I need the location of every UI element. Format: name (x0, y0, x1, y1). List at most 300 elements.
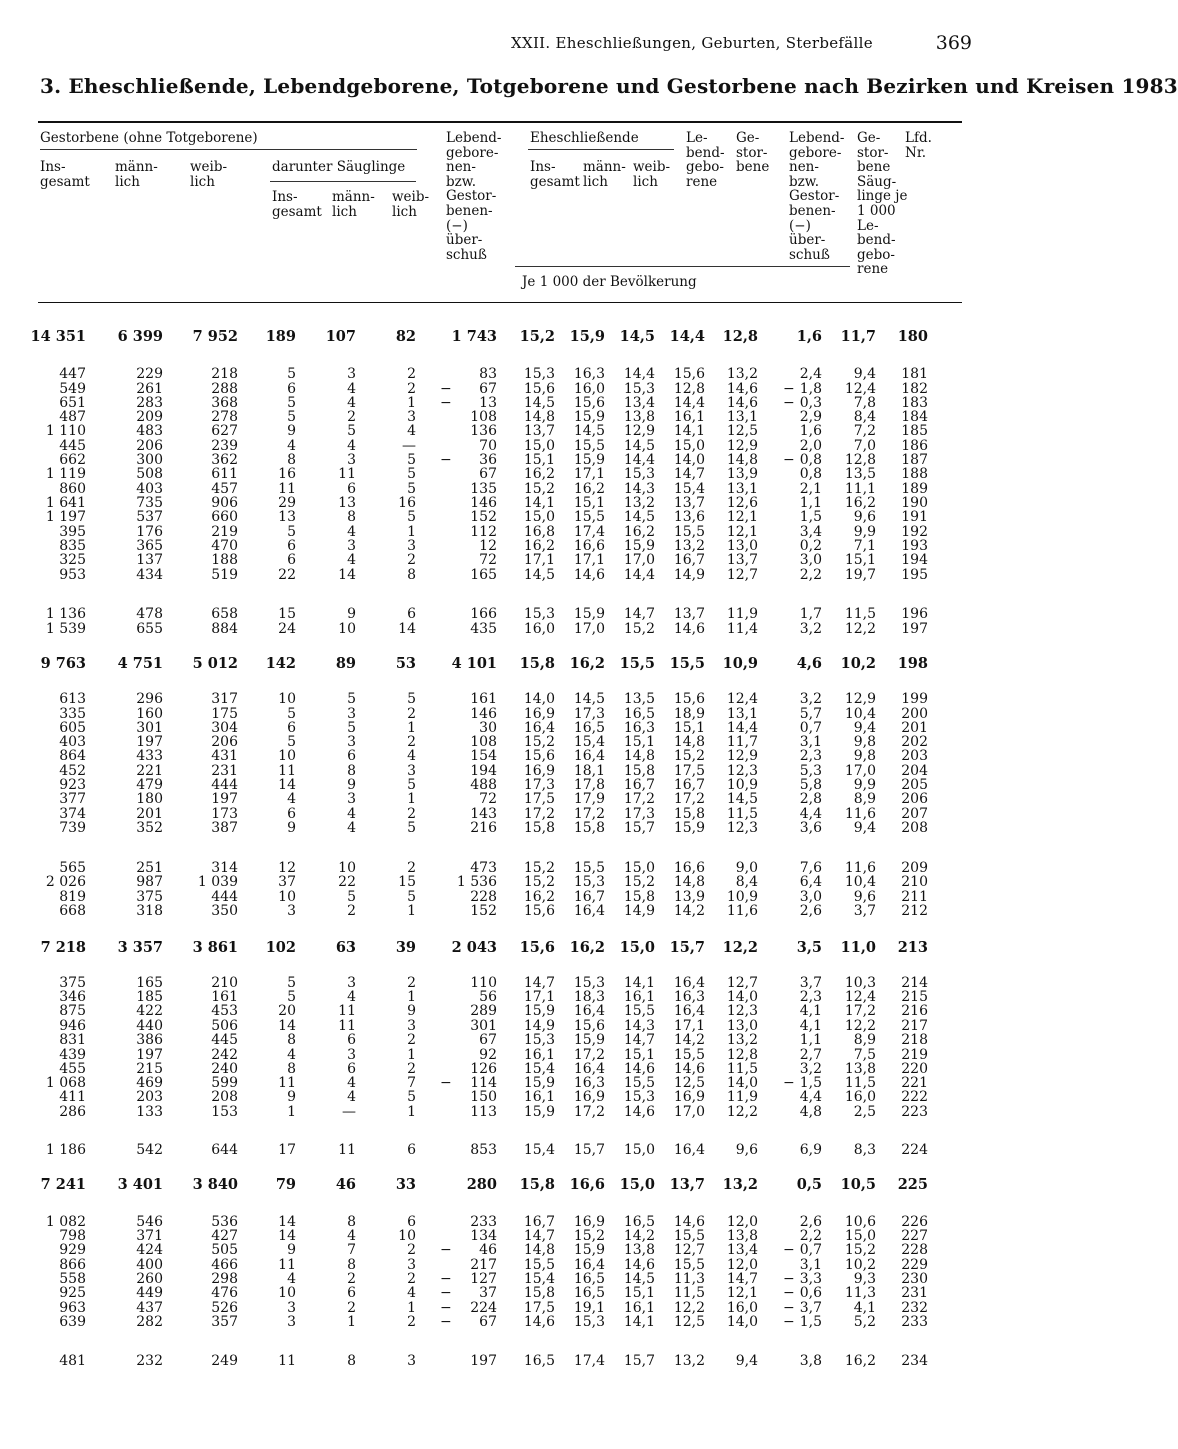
table-row (0, 1090, 1024, 1105)
cell-maennlich: 197 (136, 1047, 163, 1063)
cell-weiblich: 278 (211, 409, 238, 425)
cell-saeugl-maennlich: 4 (347, 524, 356, 540)
cell-maennlich: 251 (136, 860, 163, 876)
cell-sign-rate: − (783, 381, 795, 397)
cell-weiblich: 599 (211, 1075, 238, 1091)
cell-maennlich: 301 (136, 720, 163, 736)
cell-gestorbene-rate: 12,5 (726, 423, 758, 439)
cell-saeugl-maennlich: 2 (347, 409, 356, 425)
cell-ueberschuss-rate: 0,8 (799, 452, 822, 468)
cell-ehe-maennlich: 16,9 (573, 1214, 605, 1230)
cell-ueberschuss-rate: 3,6 (799, 820, 822, 836)
cell-gestorbene-rate: 10,9 (726, 889, 758, 905)
cell-gestorbene-rate: 13,2 (726, 1032, 758, 1048)
cell-saeugl-weiblich: 5 (407, 889, 416, 905)
cell-ehe-maennlich: 16,5 (573, 1271, 605, 1287)
cell-lfd-nr: 194 (901, 552, 928, 568)
cell-lfd-nr: 233 (901, 1314, 928, 1330)
cell-ueberschuss: 12 (479, 538, 497, 554)
cell-gestorbene-rate: 13,1 (726, 409, 758, 425)
chapter-title: XXII. Eheschließungen, Geburten, Sterbefälle (511, 34, 873, 52)
cell-ueberschuss: 165 (470, 567, 497, 583)
cell-lebendgeborene-rate: 13,7 (673, 495, 705, 511)
cell-lfd-nr: 210 (901, 874, 928, 890)
cell-gestorbene-rate: 13,4 (726, 1242, 758, 1258)
cell-saeuglinge-rate: 17,0 (844, 763, 876, 779)
cell-ehe-weiblich: 16,5 (623, 706, 655, 722)
cell-weiblich: 368 (211, 395, 238, 411)
cell-ueberschuss: 853 (470, 1142, 497, 1158)
cell-saeuglinge-rate: 8,9 (853, 1032, 876, 1048)
cell-saeugl-insgesamt: 29 (278, 495, 296, 511)
cell-saeugl-weiblich: 1 (407, 395, 416, 411)
cell-ehe-maennlich: 15,2 (573, 1228, 605, 1244)
cell-ehe-maennlich: 17,0 (573, 621, 605, 637)
cell-weiblich: 208 (211, 1089, 238, 1105)
cell-insgesamt: 1 539 (45, 621, 86, 637)
cell-lebendgeborene-rate: 16,7 (673, 777, 705, 793)
cell-ehe-weiblich: 15,0 (623, 1142, 655, 1158)
table-row (0, 329, 1024, 344)
cell-weiblich: 242 (211, 1047, 238, 1063)
cell-saeugl-insgesamt: 14 (278, 1018, 296, 1034)
cell-maennlich: 296 (136, 691, 163, 707)
cell-ueberschuss-rate: 3,7 (799, 1300, 822, 1316)
table-row (0, 904, 1024, 919)
cell-ueberschuss: 67 (479, 1314, 497, 1330)
cell-insgesamt: 487 (59, 409, 86, 425)
cell-insgesamt: 7 218 (40, 939, 86, 956)
cell-ehe-maennlich: 15,5 (573, 860, 605, 876)
cell-ehe-insgesamt: 15,2 (523, 860, 555, 876)
cell-ehe-insgesamt: 16,5 (523, 1353, 555, 1369)
cell-ueberschuss: 56 (479, 989, 497, 1005)
cell-saeugl-weiblich: 14 (398, 621, 416, 637)
cell-weiblich: 505 (211, 1242, 238, 1258)
cell-saeugl-insgesamt: 20 (278, 1003, 296, 1019)
cell-maennlich: 542 (136, 1142, 163, 1158)
cell-saeugl-weiblich: 3 (407, 1257, 416, 1273)
cell-ehe-weiblich: 14,1 (623, 975, 655, 991)
cell-lfd-nr: 232 (901, 1300, 928, 1316)
cell-saeugl-maennlich: 8 (347, 763, 356, 779)
cell-maennlich: 283 (136, 395, 163, 411)
cell-insgesamt: 335 (59, 706, 86, 722)
cell-ehe-insgesamt: 14,7 (523, 975, 555, 991)
cell-sign: − (440, 1300, 452, 1316)
table-row (0, 553, 1024, 568)
cell-gestorbene-rate: 12,3 (726, 820, 758, 836)
cell-ueberschuss: 166 (470, 606, 497, 622)
header-insgesamt: Ins- gesamt (40, 159, 90, 190)
cell-ehe-insgesamt: 13,7 (523, 423, 555, 439)
cell-saeuglinge-rate: 10,5 (840, 1176, 876, 1193)
cell-sign: − (440, 1271, 452, 1287)
cell-ehe-weiblich: 15,1 (623, 1047, 655, 1063)
cell-lfd-nr: 192 (901, 524, 928, 540)
cell-ueberschuss: 37 (479, 1285, 497, 1301)
cell-saeuglinge-rate: 12,4 (844, 381, 876, 397)
cell-insgesamt: 798 (59, 1228, 86, 1244)
cell-ehe-maennlich: 17,1 (573, 466, 605, 482)
cell-saeuglinge-rate: 9,8 (853, 748, 876, 764)
cell-gestorbene-rate: 12,6 (726, 495, 758, 511)
table-row (0, 692, 1024, 707)
cell-weiblich: 457 (211, 481, 238, 497)
cell-insgesamt: 452 (59, 763, 86, 779)
cell-weiblich: 453 (211, 1003, 238, 1019)
cell-gestorbene-rate: 13,8 (726, 1228, 758, 1244)
cell-ueberschuss-rate: 5,8 (799, 777, 822, 793)
cell-ehe-weiblich: 15,9 (623, 538, 655, 554)
cell-saeugl-weiblich: 5 (407, 1089, 416, 1105)
cell-ehe-insgesamt: 14,0 (523, 691, 555, 707)
table-row (0, 1354, 1024, 1369)
cell-gestorbene-rate: 14,4 (726, 720, 758, 736)
cell-insgesamt: 819 (59, 889, 86, 905)
cell-ueberschuss-rate: 4,4 (799, 1089, 822, 1105)
cell-gestorbene-rate: 13,0 (726, 1018, 758, 1034)
cell-saeuglinge-rate: 11,5 (844, 1075, 876, 1091)
cell-saeugl-insgesamt: 14 (278, 1214, 296, 1230)
cell-saeugl-insgesamt: 4 (287, 438, 296, 454)
cell-weiblich: 644 (211, 1142, 238, 1158)
cell-lfd-nr: 228 (901, 1242, 928, 1258)
header-ehe-insgesamt: Ins- gesamt (530, 159, 580, 190)
cell-gestorbene-rate: 12,4 (726, 691, 758, 707)
cell-saeugl-insgesamt: 4 (287, 791, 296, 807)
cell-saeugl-weiblich: 7 (407, 1075, 416, 1091)
cell-saeuglinge-rate: 11,6 (844, 806, 876, 822)
cell-insgesamt: 639 (59, 1314, 86, 1330)
cell-ehe-weiblich: 14,4 (623, 452, 655, 468)
cell-saeugl-insgesamt: 5 (287, 989, 296, 1005)
cell-ehe-insgesamt: 15,4 (523, 1271, 555, 1287)
cell-lfd-nr: 213 (897, 939, 928, 956)
cell-saeugl-insgesamt: 9 (287, 423, 296, 439)
cell-ehe-maennlich: 16,2 (569, 939, 605, 956)
cell-ueberschuss: 126 (470, 1061, 497, 1077)
cell-lfd-nr: 208 (901, 820, 928, 836)
cell-gestorbene-rate: 9,0 (735, 860, 758, 876)
cell-saeugl-maennlich: 10 (338, 860, 356, 876)
cell-lfd-nr: 222 (901, 1089, 928, 1105)
cell-sign: − (440, 1242, 452, 1258)
cell-maennlich: 300 (136, 452, 163, 468)
cell-maennlich: 209 (136, 409, 163, 425)
cell-saeugl-insgesamt: 3 (287, 1314, 296, 1330)
cell-gestorbene-rate: 9,6 (735, 1142, 758, 1158)
cell-saeuglinge-rate: 13,5 (844, 466, 876, 482)
cell-ueberschuss: 67 (479, 381, 497, 397)
cell-ehe-weiblich: 16,2 (623, 524, 655, 540)
cell-saeugl-weiblich: 5 (407, 691, 416, 707)
cell-lfd-nr: 226 (901, 1214, 928, 1230)
cell-lfd-nr: 199 (901, 691, 928, 707)
cell-lebendgeborene-rate: 13,6 (673, 509, 705, 525)
cell-ueberschuss: 228 (470, 889, 497, 905)
cell-lebendgeborene-rate: 16,4 (673, 1003, 705, 1019)
cell-lebendgeborene-rate: 14,6 (673, 621, 705, 637)
cell-maennlich: 375 (136, 889, 163, 905)
cell-gestorbene-rate: 11,9 (726, 606, 758, 622)
cell-lebendgeborene-rate: 15,5 (673, 524, 705, 540)
cell-gestorbene-rate: 12,7 (726, 975, 758, 991)
table-row (0, 1315, 1024, 1330)
cell-gestorbene-rate: 11,7 (726, 734, 758, 750)
cell-sign-rate: − (783, 1271, 795, 1287)
cell-ueberschuss: 2 043 (451, 939, 497, 956)
cell-ehe-maennlich: 17,8 (573, 777, 605, 793)
cell-saeugl-insgesamt: 5 (287, 524, 296, 540)
cell-ehe-insgesamt: 17,5 (523, 791, 555, 807)
cell-ehe-insgesamt: 17,1 (523, 552, 555, 568)
cell-saeugl-weiblich: 1 (407, 1104, 416, 1120)
cell-insgesamt: 923 (59, 777, 86, 793)
cell-lebendgeborene-rate: 16,7 (673, 552, 705, 568)
cell-ehe-maennlich: 16,4 (573, 1061, 605, 1077)
cell-maennlich: 352 (136, 820, 163, 836)
cell-ehe-insgesamt: 15,3 (523, 366, 555, 382)
cell-weiblich: 206 (211, 734, 238, 750)
cell-weiblich: 161 (211, 989, 238, 1005)
cell-saeugl-maennlich: 8 (347, 1353, 356, 1369)
cell-lfd-nr: 188 (901, 466, 928, 482)
cell-sign: − (440, 452, 452, 468)
cell-weiblich: 445 (211, 1032, 238, 1048)
cell-saeugl-insgesamt: 8 (287, 452, 296, 468)
cell-ehe-insgesamt: 15,6 (523, 381, 555, 397)
cell-ehe-maennlich: 15,9 (573, 409, 605, 425)
cell-saeuglinge-rate: 10,2 (844, 1257, 876, 1273)
cell-saeugl-maennlich: 46 (335, 1176, 356, 1193)
cell-ueberschuss: 46 (479, 1242, 497, 1258)
cell-saeugl-weiblich: 9 (407, 1003, 416, 1019)
table-row (0, 656, 1024, 671)
cell-ehe-maennlich: 17,4 (573, 1353, 605, 1369)
cell-saeugl-maennlich: 6 (347, 1032, 356, 1048)
cell-saeuglinge-rate: 10,3 (844, 975, 876, 991)
cell-ehe-maennlich: 16,5 (573, 720, 605, 736)
table-row (0, 1286, 1024, 1301)
cell-ehe-maennlich: 16,3 (573, 366, 605, 382)
cell-lfd-nr: 181 (901, 366, 928, 382)
cell-saeuglinge-rate: 15,0 (844, 1228, 876, 1244)
cell-saeugl-weiblich: 3 (407, 1018, 416, 1034)
cell-sign-rate: − (783, 452, 795, 468)
cell-insgesamt: 558 (59, 1271, 86, 1287)
cell-saeugl-maennlich: 4 (347, 552, 356, 568)
cell-saeugl-insgesamt: 102 (265, 939, 296, 956)
cell-lfd-nr: 182 (901, 381, 928, 397)
cell-ehe-weiblich: 15,0 (623, 860, 655, 876)
cell-ehe-maennlich: 15,6 (573, 395, 605, 411)
table-row (0, 1243, 1024, 1258)
cell-ehe-weiblich: 14,1 (623, 1314, 655, 1330)
cell-saeugl-weiblich: 33 (395, 1176, 416, 1193)
header-s-weiblich: weib- lich (392, 189, 430, 220)
cell-saeugl-maennlich: 3 (347, 791, 356, 807)
cell-saeuglinge-rate: 12,8 (844, 452, 876, 468)
cell-weiblich: 219 (211, 524, 238, 540)
cell-ehe-insgesamt: 16,8 (523, 524, 555, 540)
cell-ueberschuss-rate: 2,1 (799, 481, 822, 497)
cell-ehe-maennlich: 15,8 (573, 820, 605, 836)
cell-ueberschuss-rate: 6,4 (799, 874, 822, 890)
cell-saeugl-weiblich: 1 (407, 1047, 416, 1063)
cell-insgesamt: 445 (59, 438, 86, 454)
cell-ueberschuss-rate: 0,8 (799, 466, 822, 482)
cell-ueberschuss-rate: 3,2 (799, 621, 822, 637)
cell-sign-rate: − (783, 1285, 795, 1301)
cell-ehe-weiblich: 16,1 (623, 1300, 655, 1316)
cell-lebendgeborene-rate: 16,9 (673, 1089, 705, 1105)
cell-ehe-insgesamt: 15,8 (519, 655, 555, 672)
cell-weiblich: 249 (211, 1353, 238, 1369)
cell-insgesamt: 1 136 (45, 606, 86, 622)
cell-saeugl-maennlich: 11 (338, 466, 356, 482)
cell-ehe-weiblich: 14,6 (623, 1104, 655, 1120)
cell-ehe-weiblich: 14,7 (623, 606, 655, 622)
cell-ehe-insgesamt: 14,9 (523, 1018, 555, 1034)
cell-ehe-maennlich: 16,5 (573, 1285, 605, 1301)
cell-weiblich: 906 (211, 495, 238, 511)
cell-ehe-insgesamt: 14,6 (523, 1314, 555, 1330)
cell-lfd-nr: 201 (901, 720, 928, 736)
cell-gestorbene-rate: 9,4 (735, 1353, 758, 1369)
cell-ehe-weiblich: 15,7 (623, 820, 655, 836)
cell-saeuglinge-rate: 9,9 (853, 777, 876, 793)
cell-ehe-insgesamt: 17,5 (523, 1300, 555, 1316)
cell-saeugl-insgesamt: 5 (287, 395, 296, 411)
cell-saeugl-maennlich: 2 (347, 903, 356, 919)
cell-ehe-weiblich: 16,1 (623, 989, 655, 1005)
cell-saeugl-weiblich: 1 (407, 791, 416, 807)
table-row (0, 821, 1024, 836)
cell-ueberschuss: 92 (479, 1047, 497, 1063)
cell-saeugl-maennlich: 4 (347, 1089, 356, 1105)
cell-saeugl-weiblich: 5 (407, 466, 416, 482)
cell-ueberschuss: 83 (479, 366, 497, 382)
cell-maennlich: 437 (136, 1300, 163, 1316)
cell-lebendgeborene-rate: 17,0 (673, 1104, 705, 1120)
cell-ehe-insgesamt: 16,1 (523, 1047, 555, 1063)
cell-ueberschuss: 143 (470, 806, 497, 822)
cell-insgesamt: 831 (59, 1032, 86, 1048)
cell-sign-rate: − (783, 1075, 795, 1091)
cell-maennlich: 483 (136, 423, 163, 439)
cell-gestorbene-rate: 14,0 (726, 1075, 758, 1091)
cell-sign: − (440, 381, 452, 397)
cell-lebendgeborene-rate: 15,0 (673, 438, 705, 454)
header-s-insgesamt: Ins- gesamt (272, 189, 322, 220)
cell-ehe-insgesamt: 16,2 (523, 889, 555, 905)
cell-lebendgeborene-rate: 14,4 (673, 395, 705, 411)
cell-saeugl-insgesamt: 6 (287, 552, 296, 568)
cell-saeugl-insgesamt: 6 (287, 381, 296, 397)
ehe-group-line (528, 149, 674, 150)
cell-ehe-weiblich: 14,5 (623, 509, 655, 525)
cell-ehe-insgesamt: 15,8 (523, 1285, 555, 1301)
cell-ehe-insgesamt: 15,6 (523, 903, 555, 919)
cell-ehe-maennlich: 15,3 (573, 1314, 605, 1330)
cell-saeugl-maennlich: 3 (347, 734, 356, 750)
cell-saeugl-insgesamt: 5 (287, 975, 296, 991)
header-weiblich: weib- lich (190, 159, 228, 190)
cell-saeugl-weiblich: 4 (407, 1285, 416, 1301)
cell-saeugl-weiblich: 2 (407, 1314, 416, 1330)
table-row (0, 622, 1024, 637)
cell-maennlich: 365 (136, 538, 163, 554)
cell-ueberschuss-rate: 1,5 (799, 509, 822, 525)
cell-gestorbene-rate: 12,1 (726, 509, 758, 525)
cell-saeugl-insgesamt: 10 (278, 691, 296, 707)
cell-saeugl-insgesamt: 5 (287, 734, 296, 750)
cell-lebendgeborene-rate: 16,4 (673, 975, 705, 991)
cell-saeuglinge-rate: 12,2 (844, 1018, 876, 1034)
cell-insgesamt: 613 (59, 691, 86, 707)
cell-lebendgeborene-rate: 16,3 (673, 989, 705, 1005)
cell-saeugl-maennlich: 3 (347, 366, 356, 382)
cell-saeugl-insgesamt: 1 (287, 1104, 296, 1120)
cell-ueberschuss: 197 (470, 1353, 497, 1369)
cell-ehe-insgesamt: 14,5 (523, 395, 555, 411)
cell-saeugl-maennlich: 7 (347, 1242, 356, 1258)
cell-saeuglinge-rate: 16,2 (844, 1353, 876, 1369)
cell-insgesamt: 7 241 (40, 1176, 86, 1193)
cell-weiblich: 660 (211, 509, 238, 525)
cell-ueberschuss: 114 (470, 1075, 497, 1091)
cell-saeugl-weiblich: 15 (398, 874, 416, 890)
cell-saeugl-weiblich: 53 (395, 655, 416, 672)
header-maennlich: männ- lich (115, 159, 158, 190)
cell-saeugl-maennlich: 2 (347, 1271, 356, 1287)
cell-lebendgeborene-rate: 14,6 (673, 1061, 705, 1077)
cell-maennlich: 508 (136, 466, 163, 482)
cell-saeuglinge-rate: 15,1 (844, 552, 876, 568)
cell-ehe-maennlich: 14,5 (573, 691, 605, 707)
cell-insgesamt: 1 068 (45, 1075, 86, 1091)
cell-ueberschuss-rate: 4,1 (799, 1003, 822, 1019)
cell-gestorbene-rate: 11,5 (726, 1061, 758, 1077)
cell-lebendgeborene-rate: 13,2 (673, 1353, 705, 1369)
cell-saeuglinge-rate: 10,6 (844, 1214, 876, 1230)
header-lfd-nr: Lfd. Nr. (905, 130, 932, 161)
cell-ueberschuss-rate: 0,7 (799, 1242, 822, 1258)
cell-maennlich: 165 (136, 975, 163, 991)
cell-weiblich: 627 (211, 423, 238, 439)
cell-saeugl-insgesamt: 142 (265, 655, 296, 672)
cell-ehe-weiblich: 15,5 (623, 1003, 655, 1019)
cell-gestorbene-rate: 14,6 (726, 395, 758, 411)
cell-ehe-insgesamt: 15,6 (519, 939, 555, 956)
cell-ehe-weiblich: 13,8 (623, 1242, 655, 1258)
cell-saeugl-weiblich: 1 (407, 720, 416, 736)
cell-ehe-weiblich: 16,5 (623, 1214, 655, 1230)
cell-maennlich: 987 (136, 874, 163, 890)
cell-ueberschuss-rate: 2,8 (799, 791, 822, 807)
cell-lfd-nr: 223 (901, 1104, 928, 1120)
cell-ueberschuss-rate: 2,4 (799, 366, 822, 382)
cell-ehe-maennlich: 16,6 (569, 1176, 605, 1193)
cell-lebendgeborene-rate: 14,7 (673, 466, 705, 482)
cell-ueberschuss-rate: 3,0 (799, 552, 822, 568)
cell-ehe-insgesamt: 15,3 (523, 606, 555, 622)
cell-insgesamt: 481 (59, 1353, 86, 1369)
cell-ueberschuss-rate: 3,1 (799, 734, 822, 750)
cell-lebendgeborene-rate: 12,2 (673, 1300, 705, 1316)
cell-weiblich: 3 861 (192, 939, 238, 956)
